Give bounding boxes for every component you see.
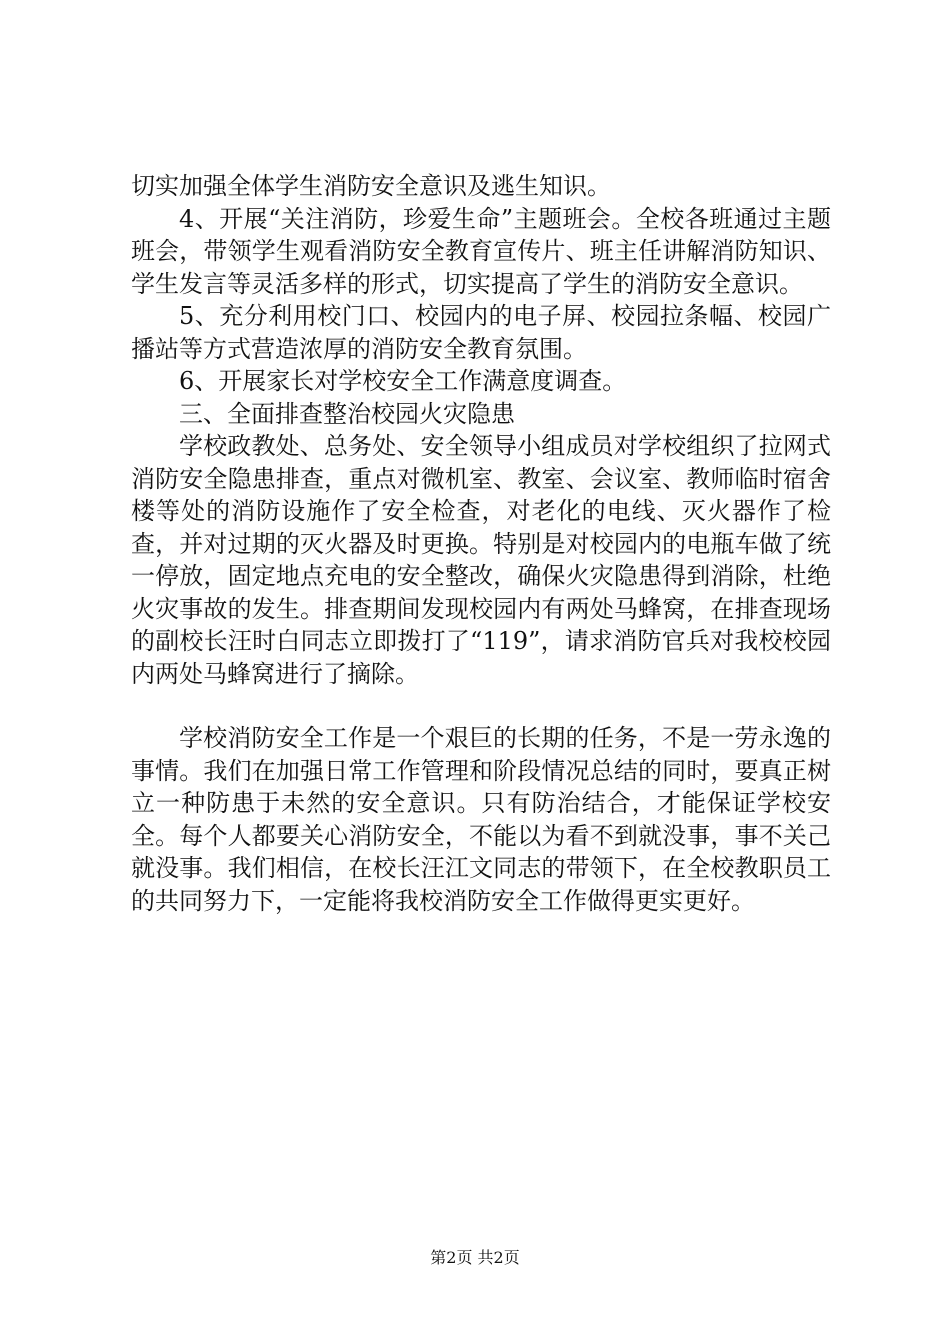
paragraph-item-6: 6、开展家长对学校安全工作满意度调查。 — [179, 367, 627, 395]
paragraph-inspection: 学校政教处、总务处、安全领导小组成员对学校组织了拉网式消防安全隐患排查，重点对微机室、教室、会议室、教师临时宿舍楼等处的消防设施作了安全检查，对老化的电线、灭火器作了检查，并对过期的灭火器及时更换。特别是对校园内的电瓶车做了统一停放，固定地点充电的安全整改，确保火灾隐患得到消除，杜绝火灾事故的发生。排查期间发现校园内有两处马蜂窝，在排查现场的副校长汪时白同志立即拨打了“119”，请求消防官兵对我校校园内两处马蜂窝进行了摘除。 — [131, 432, 831, 688]
paragraph-item-5: 5、充分利用校门口、校园内的电子屏、校园拉条幅、校园广播站等方式营造浓厚的消防安全教育氛围。 — [131, 302, 831, 363]
page-footer: 第2页 共2页 — [430, 1248, 520, 1267]
paragraph-conclusion: 学校消防安全工作是一个艰巨的长期的任务，不是一劳永逸的事情。我们在加强日常工作管理和阶段情况总结的同时，要真正树立一种防患于未然的安全意识。只有防治结合，才能保证学校安全。每个人都要关心消防安全，不能以为看不到就没事，事不关己就没事。我们相信，在校长汪江文同志的带领下，在全校教职员工的共同努力下，一定能将我校消防安全工作做得更实更好。 — [131, 724, 831, 915]
document-body — [131, 170, 831, 917]
paragraph-gap — [131, 690, 831, 722]
section-heading-3: 三、全面排查整治校园火灾隐患 — [179, 399, 515, 428]
paragraph-continuation: 切实加强全体学生消防安全意识及逃生知识。 — [131, 172, 611, 200]
paragraph-item-4: 4、开展“关注消防，珍爱生命”主题班会。全校各班通过主题班会，带领学生观看消防安全教育宣传片、班主任讲解消防知识、学生发言等灵活多样的形式，切实提高了学生的消防安全意识。 — [131, 204, 831, 298]
